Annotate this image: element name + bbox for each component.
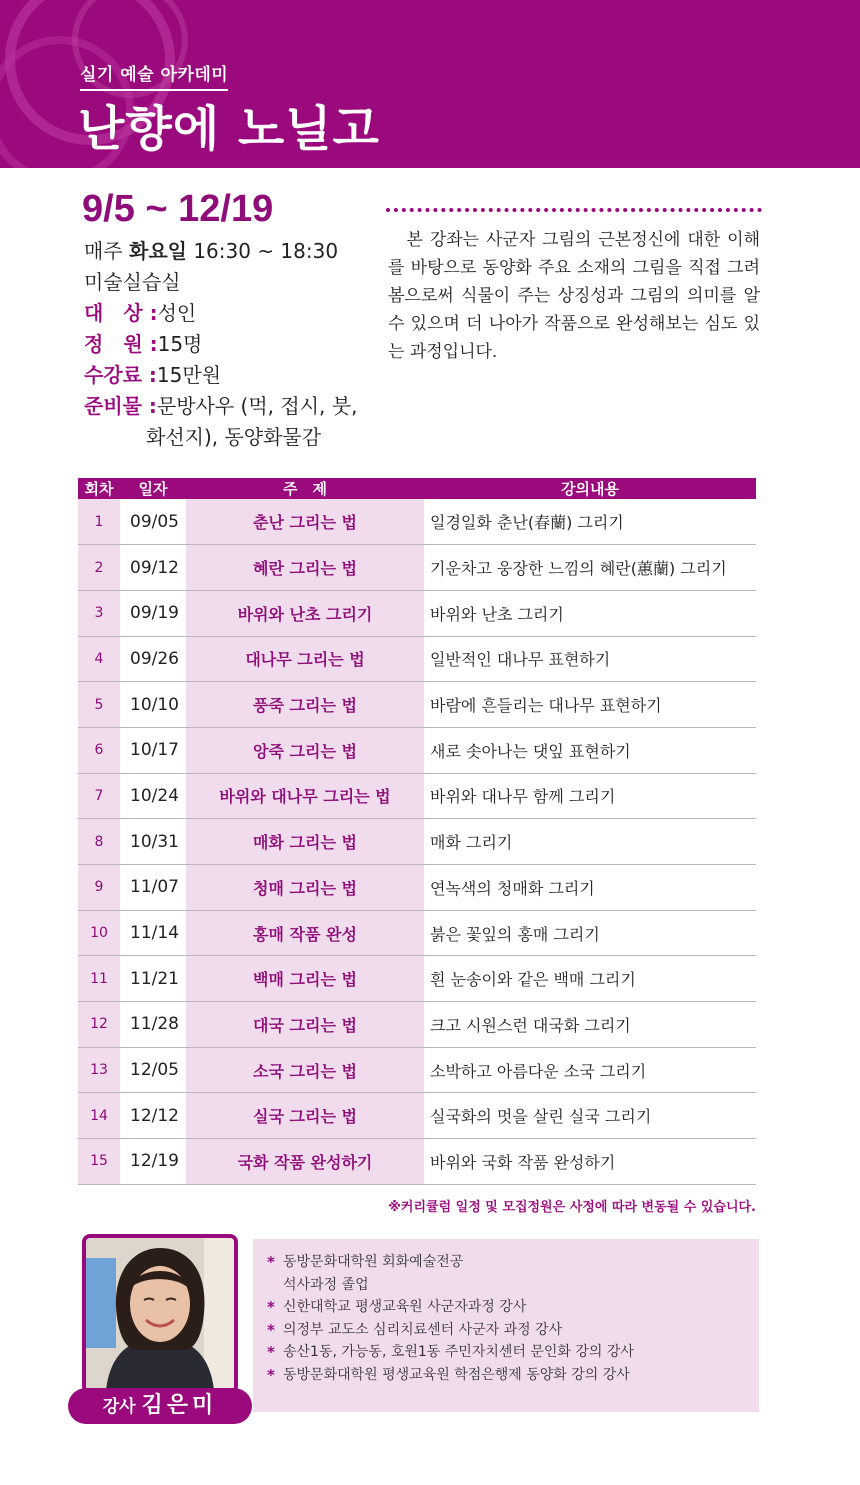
row-number: 1 bbox=[78, 499, 120, 545]
table-row bbox=[78, 773, 756, 819]
row-topic: 홍매 작품 완성 bbox=[186, 910, 424, 956]
row-date: 10/31 bbox=[120, 819, 186, 865]
row-content: 새로 솟아나는 댓잎 표현하기 bbox=[424, 727, 756, 773]
row-content: 일반적인 대나무 표현하기 bbox=[424, 636, 756, 682]
career-item: * 동방문화대학원 평생교육원 학점은행제 동양화 강의 강사 bbox=[267, 1364, 759, 1387]
row-content: 바위와 대나무 함께 그리기 bbox=[424, 773, 756, 819]
row-date: 11/28 bbox=[120, 1002, 186, 1048]
capacity-value: 15명 bbox=[157, 332, 203, 356]
curriculum-table bbox=[78, 478, 756, 1185]
table-row bbox=[78, 636, 756, 682]
row-content: 일경일화 춘난(春蘭) 그리기 bbox=[424, 499, 756, 545]
row-content: 크고 시원스런 대국화 그리기 bbox=[424, 1002, 756, 1048]
row-date: 11/14 bbox=[120, 910, 186, 956]
row-date: 09/05 bbox=[120, 499, 186, 545]
row-date: 11/21 bbox=[120, 956, 186, 1002]
page-subtitle: 실기 예술 아카데미 bbox=[80, 60, 228, 91]
row-date: 12/12 bbox=[120, 1093, 186, 1139]
row-topic: 바위와 난초 그리기 bbox=[186, 590, 424, 636]
row-number: 5 bbox=[78, 682, 120, 728]
header-content: 강의내용 bbox=[424, 478, 756, 499]
location: 미술실습실 bbox=[84, 270, 181, 294]
row-number: 8 bbox=[78, 819, 120, 865]
row-content: 기운차고 웅장한 느낌의 혜란(蕙蘭) 그리기 bbox=[424, 545, 756, 591]
row-date: 12/19 bbox=[120, 1139, 186, 1185]
table-row bbox=[78, 865, 756, 911]
table-row bbox=[78, 1139, 756, 1185]
row-number: 2 bbox=[78, 545, 120, 591]
row-number: 6 bbox=[78, 727, 120, 773]
teacher-name-badge bbox=[68, 1388, 252, 1424]
teacher-role: 강사 bbox=[102, 1397, 136, 1417]
row-topic: 춘난 그리는 법 bbox=[186, 499, 424, 545]
row-date: 10/10 bbox=[120, 682, 186, 728]
header-banner bbox=[0, 0, 860, 168]
header-no: 회차 bbox=[78, 478, 120, 499]
table-row bbox=[78, 499, 756, 545]
row-date: 11/07 bbox=[120, 865, 186, 911]
row-topic: 혜란 그리는 법 bbox=[186, 545, 424, 591]
row-content: 소박하고 아름다운 소국 그리기 bbox=[424, 1047, 756, 1093]
table-row bbox=[78, 1093, 756, 1139]
career-item: * 동방문화대학원 회화예술전공 bbox=[267, 1251, 759, 1274]
supplies-row bbox=[84, 391, 357, 422]
row-content: 매화 그리기 bbox=[424, 819, 756, 865]
target-row bbox=[84, 298, 357, 329]
supplies-value-cont: 화선지), 동양화물감 bbox=[146, 425, 322, 449]
row-topic: 청매 그리는 법 bbox=[186, 865, 424, 911]
row-topic: 대나무 그리는 법 bbox=[186, 636, 424, 682]
header-topic: 주 제 bbox=[186, 478, 424, 499]
supplies-value: 문방사우 (먹, 접시, 붓, bbox=[156, 394, 358, 418]
curriculum-note: ※커리큘럼 일정 및 모집정원은 사정에 따라 변동될 수 있습니다. bbox=[388, 1200, 756, 1215]
career-item: * 송산1동, 가능동, 호원1동 주민자치센터 문인화 강의 강사 bbox=[267, 1341, 759, 1364]
row-content: 붉은 꽃잎의 홍매 그리기 bbox=[424, 910, 756, 956]
row-content: 실국화의 멋을 살린 실국 그리기 bbox=[424, 1093, 756, 1139]
capacity-row bbox=[84, 329, 357, 360]
fee-value: 15만원 bbox=[156, 363, 222, 387]
row-number: 9 bbox=[78, 865, 120, 911]
row-content: 바람에 흔들리는 대나무 표현하기 bbox=[424, 682, 756, 728]
course-info bbox=[84, 236, 357, 453]
schedule-prefix: 매주 bbox=[84, 239, 129, 263]
supplies-label: 준비물 : bbox=[84, 394, 157, 418]
table-row bbox=[78, 545, 756, 591]
row-topic: 풍죽 그리는 법 bbox=[186, 682, 424, 728]
career-item: * 의정부 교도소 심리치료센터 사군자 과정 강사 bbox=[267, 1319, 759, 1342]
row-topic: 백매 그리는 법 bbox=[186, 956, 424, 1002]
row-number: 10 bbox=[78, 910, 120, 956]
row-date: 10/24 bbox=[120, 773, 186, 819]
career-item: * 신한대학교 평생교육원 사군자과정 강사 bbox=[267, 1296, 759, 1319]
row-date: 10/17 bbox=[120, 727, 186, 773]
row-content: 바위와 국화 작품 완성하기 bbox=[424, 1139, 756, 1185]
row-number: 3 bbox=[78, 590, 120, 636]
row-number: 15 bbox=[78, 1139, 120, 1185]
teacher-name: 김은미 bbox=[141, 1393, 218, 1418]
row-topic: 소국 그리는 법 bbox=[186, 1047, 424, 1093]
table-row bbox=[78, 1002, 756, 1048]
row-content: 흰 눈송이와 같은 백매 그리기 bbox=[424, 956, 756, 1002]
row-number: 4 bbox=[78, 636, 120, 682]
course-description: 본 강좌는 사군자 그림의 근본정신에 대한 이해를 바탕으로 동양화 주요 소재의 그림을 직접 그려봄으로써 식물이 주는 상징성과 그림의 의미를 알 수 있으며 더 나아가 작품으로 완성해보는 심도 있는 과정입니다. bbox=[388, 230, 760, 362]
table-row bbox=[78, 590, 756, 636]
row-topic: 대국 그리는 법 bbox=[186, 1002, 424, 1048]
row-date: 12/05 bbox=[120, 1047, 186, 1093]
row-topic: 실국 그리는 법 bbox=[186, 1093, 424, 1139]
row-topic: 국화 작품 완성하기 bbox=[186, 1139, 424, 1185]
teacher-photo bbox=[82, 1234, 238, 1394]
header-date: 일자 bbox=[120, 478, 186, 499]
schedule-time: 16:30 ~ 18:30 bbox=[186, 239, 339, 263]
table-row bbox=[78, 682, 756, 728]
row-content: 연녹색의 청매화 그리기 bbox=[424, 865, 756, 911]
table-row bbox=[78, 1047, 756, 1093]
career-item-cont: 석사과정 졸업 bbox=[283, 1276, 369, 1293]
target-label: 대 상 : bbox=[84, 301, 158, 325]
row-topic: 매화 그리는 법 bbox=[186, 819, 424, 865]
table-header-row bbox=[78, 478, 756, 499]
row-number: 12 bbox=[78, 1002, 120, 1048]
fee-row bbox=[84, 360, 357, 391]
row-date: 09/26 bbox=[120, 636, 186, 682]
table-row bbox=[78, 727, 756, 773]
table-row bbox=[78, 910, 756, 956]
row-topic: 앙죽 그리는 법 bbox=[186, 727, 424, 773]
fee-label: 수강료 : bbox=[84, 363, 157, 387]
row-topic: 바위와 대나무 그리는 법 bbox=[186, 773, 424, 819]
row-date: 09/19 bbox=[120, 590, 186, 636]
row-number: 11 bbox=[78, 956, 120, 1002]
dotted-divider bbox=[386, 208, 762, 212]
page-title: 난향에 노닐고 bbox=[78, 101, 380, 157]
table-row bbox=[78, 819, 756, 865]
row-date: 09/12 bbox=[120, 545, 186, 591]
row-number: 7 bbox=[78, 773, 120, 819]
row-content: 바위와 난초 그리기 bbox=[424, 590, 756, 636]
target-value: 성인 bbox=[157, 301, 197, 325]
course-dates: 9/5 ~ 12/19 bbox=[82, 188, 274, 230]
capacity-label: 정 원 : bbox=[84, 332, 158, 356]
schedule-day: 화요일 bbox=[129, 239, 187, 263]
row-number: 14 bbox=[78, 1093, 120, 1139]
schedule-row bbox=[84, 236, 357, 267]
table-row bbox=[78, 956, 756, 1002]
teacher-career-list bbox=[253, 1239, 759, 1412]
row-number: 13 bbox=[78, 1047, 120, 1093]
